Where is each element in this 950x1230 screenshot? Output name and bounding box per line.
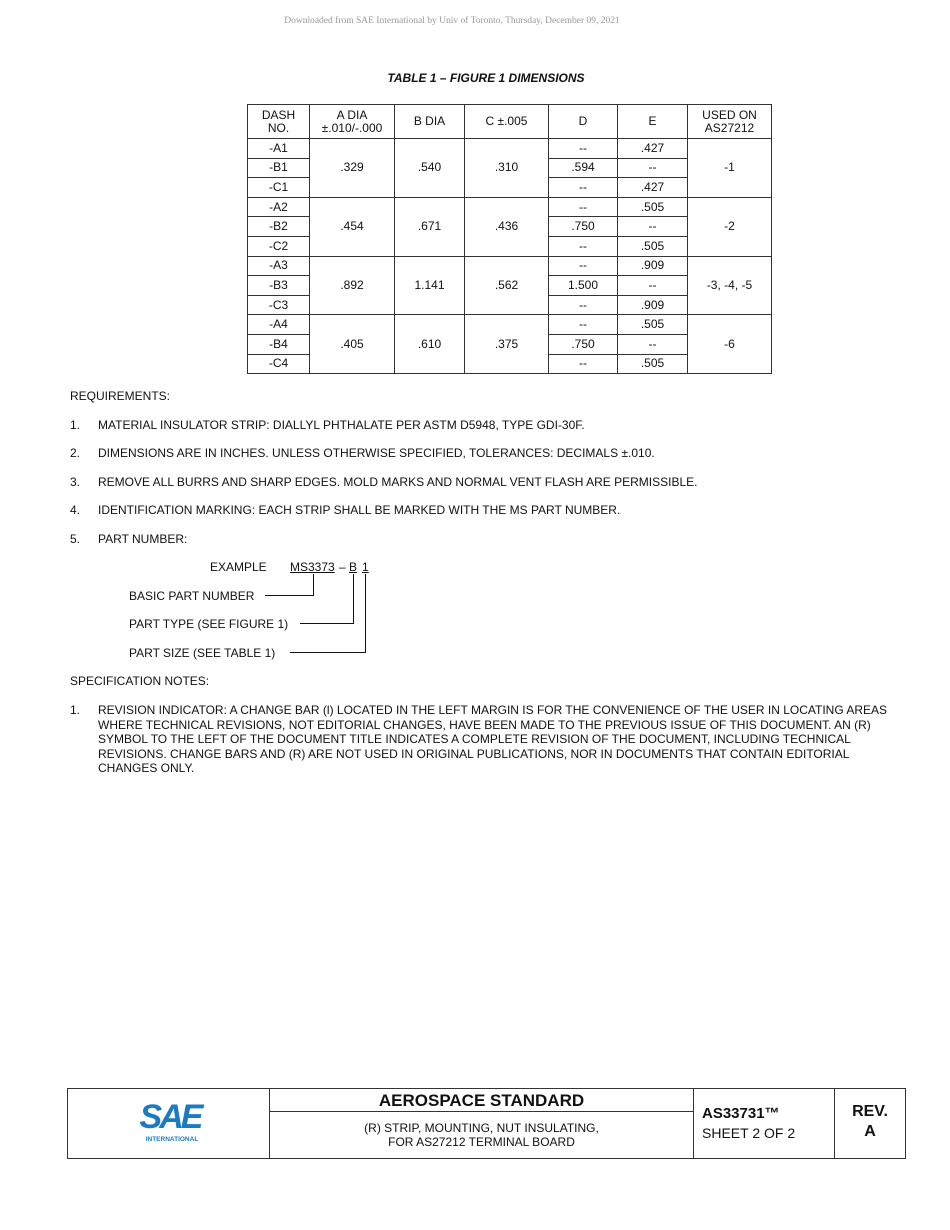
d-cell: --: [549, 354, 618, 374]
sae-logo-subtitle: INTERNATIONAL: [145, 1136, 199, 1143]
download-watermark: Downloaded from SAE International by Univ of Toronto, Thursday, December 09, 2021: [284, 16, 620, 26]
used-on-cell: -1: [688, 139, 772, 198]
table-header-row: [248, 105, 772, 139]
requirement-number: 4.: [70, 503, 81, 517]
dash-cell: -C2: [248, 236, 310, 256]
requirement-text: MATERIAL INSULATOR STRIP: DIALLYL PHTHALATE PER ASTM D5948, TYPE GDI-30F.: [98, 418, 585, 432]
e-cell: --: [618, 217, 688, 237]
used-on-cell: -6: [688, 315, 772, 374]
d-cell: .750: [549, 217, 618, 237]
part-type-code: B: [349, 560, 358, 574]
dash-cell: -C3: [248, 295, 310, 315]
requirements-heading: REQUIREMENTS:: [70, 389, 171, 403]
a-dia-cell: .405: [310, 315, 395, 374]
table-title: TABLE 1 – FIGURE 1 DIMENSIONS: [387, 71, 585, 85]
header-e: E: [618, 105, 688, 139]
d-cell: .750: [549, 334, 618, 354]
b-dia-cell: .540: [395, 139, 465, 198]
leader-line-size-horizontal: [290, 652, 366, 653]
e-cell: .505: [618, 354, 688, 374]
requirement-text: PART NUMBER:: [98, 532, 188, 546]
a-dia-cell: .892: [310, 256, 395, 315]
c-cell: .436: [465, 197, 549, 256]
table-row: [248, 197, 772, 217]
used-on-cell: -2: [688, 197, 772, 256]
note-number: 1.: [70, 703, 81, 717]
e-cell: --: [618, 334, 688, 354]
table-row: [248, 256, 772, 276]
b-dia-cell: 1.141: [395, 256, 465, 315]
requirement-number: 3.: [70, 475, 81, 489]
dash-cell: -A3: [248, 256, 310, 276]
leader-line-type-horizontal: [300, 623, 354, 624]
dash-cell: -A1: [248, 139, 310, 159]
part-dash: –: [339, 560, 346, 574]
requirement-number: 1.: [70, 418, 81, 432]
c-cell: .562: [465, 256, 549, 315]
dash-cell: -B1: [248, 158, 310, 178]
dimensions-table: [247, 104, 772, 374]
e-cell: .505: [618, 236, 688, 256]
c-cell: .375: [465, 315, 549, 374]
standard-heading: AEROSPACE STANDARD: [378, 1091, 585, 1110]
revision-letter: A: [864, 1123, 876, 1140]
d-cell: .594: [549, 158, 618, 178]
sheet-number: SHEET 2 OF 2: [702, 1125, 796, 1141]
document-number: AS33731™: [702, 1105, 780, 1122]
header-d: D: [549, 105, 618, 139]
sae-logo: SAE: [139, 1098, 201, 1136]
note-text: REVISION INDICATOR: A CHANGE BAR (l) LOCATED IN THE LEFT MARGIN IS FOR THE CONVENIENCE OF THE USER IN LOCATING AREAS WHERE TECHNICAL REVISIONS, NOT EDITORIAL CHANGES, HAVE BEEN MADE TO THE PREVIOUS ISSUE OF THIS DOCUMENT. AN (R) SYMBOL TO THE LEFT OF THE DOCUMENT TITLE INDICATES A COMPLETE REVISION OF THE DOCUMENT, INCLUDING TECHNICAL REVISIONS. CHANGE BARS AND (R) ARE NOT USED IN ORIGINAL PUBLICATIONS, NOR IN DOCUMENTS THAT CONTAIN EDITORIAL CHANGES ONLY.: [98, 703, 888, 776]
requirement-number: 5.: [70, 532, 81, 546]
e-cell: .427: [618, 139, 688, 159]
table-row: [248, 315, 772, 335]
d-cell: --: [549, 197, 618, 217]
d-cell: --: [549, 139, 618, 159]
dash-cell: -C4: [248, 354, 310, 374]
requirement-text: IDENTIFICATION MARKING: EACH STRIP SHALL BE MARKED WITH THE MS PART NUMBER.: [98, 503, 621, 517]
e-cell: --: [618, 276, 688, 296]
dash-cell: -B2: [248, 217, 310, 237]
basic-part-number-label: BASIC PART NUMBER: [129, 589, 255, 603]
d-cell: --: [549, 295, 618, 315]
table-row: [248, 139, 772, 159]
header-b-dia: B DIA: [395, 105, 465, 139]
document-title-line1: (R) STRIP, MOUNTING, NUT INSULATING,: [364, 1121, 599, 1135]
d-cell: 1.500: [549, 276, 618, 296]
used-on-cell: -3, -4, -5: [688, 256, 772, 315]
revision-label: REV.: [852, 1103, 888, 1120]
header-a-dia: A DIA ±.010/-.000: [310, 105, 395, 139]
e-cell: .427: [618, 178, 688, 198]
e-cell: --: [618, 158, 688, 178]
a-dia-cell: .454: [310, 197, 395, 256]
a-dia-cell: .329: [310, 139, 395, 198]
leader-line-basic-vertical: [313, 574, 314, 596]
c-cell: .310: [465, 139, 549, 198]
dash-cell: -B4: [248, 334, 310, 354]
dash-cell: -A2: [248, 197, 310, 217]
leader-line-size-vertical: [365, 574, 366, 653]
requirement-text: DIMENSIONS ARE IN INCHES. UNLESS OTHERWISE SPECIFIED, TOLERANCES: DECIMALS ±.010.: [98, 446, 655, 460]
document-title-line2: FOR AS27212 TERMINAL BOARD: [388, 1135, 575, 1149]
d-cell: --: [549, 256, 618, 276]
leader-line-type-vertical: [353, 574, 354, 624]
e-cell: .505: [618, 315, 688, 335]
requirement-text: REMOVE ALL BURRS AND SHARP EDGES. MOLD MARKS AND NORMAL VENT FLASH ARE PERMISSIBLE.: [98, 475, 698, 489]
dash-cell: -B3: [248, 276, 310, 296]
leader-line-basic-horizontal: [265, 595, 314, 596]
dash-cell: -A4: [248, 315, 310, 335]
d-cell: --: [549, 236, 618, 256]
b-dia-cell: .671: [395, 197, 465, 256]
e-cell: .505: [618, 197, 688, 217]
part-size-label: PART SIZE (SEE TABLE 1): [129, 646, 276, 660]
specification-notes-heading: SPECIFICATION NOTES:: [70, 674, 210, 688]
part-size-code: 1: [362, 560, 369, 574]
e-cell: .909: [618, 256, 688, 276]
dash-cell: -C1: [248, 178, 310, 198]
header-used-on: USED ON AS27212: [688, 105, 772, 139]
d-cell: --: [549, 315, 618, 335]
requirement-number: 2.: [70, 446, 81, 460]
e-cell: .909: [618, 295, 688, 315]
basic-part-number: MS3373: [290, 560, 335, 574]
example-label: EXAMPLE: [210, 560, 267, 574]
header-dash-no: DASH NO.: [248, 105, 310, 139]
b-dia-cell: .610: [395, 315, 465, 374]
part-type-label: PART TYPE (SEE FIGURE 1): [129, 617, 289, 631]
d-cell: --: [549, 178, 618, 198]
header-c: C ±.005: [465, 105, 549, 139]
